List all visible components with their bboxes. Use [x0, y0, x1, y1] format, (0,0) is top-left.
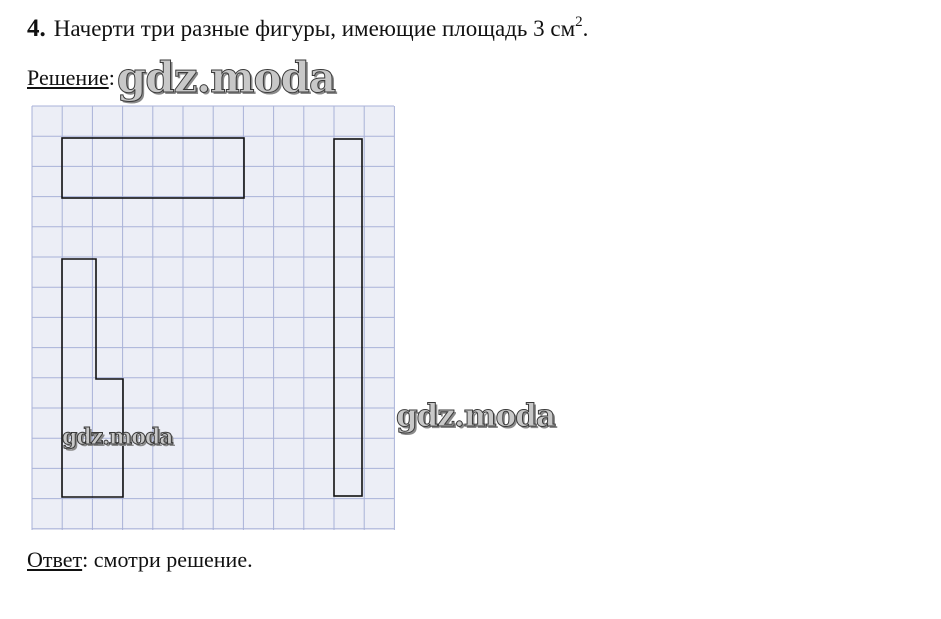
answer-label: Ответ — [27, 547, 83, 572]
watermark-logo-right: gdz.moda — [396, 398, 555, 434]
solution-colon: : — [108, 65, 115, 90]
answer-line — [27, 545, 253, 575]
task-text: Начерти три разные фигуры, имеющие площадь 3 см — [53, 16, 576, 41]
solution-label-text: Решение — [27, 65, 109, 90]
task-end: . — [582, 16, 589, 41]
watermark-logo-top: gdz.moda — [116, 53, 336, 102]
task-number: 4. — [27, 15, 46, 42]
watermark-logo-inner: gdz.moda — [62, 424, 173, 450]
task-exponent: 2 — [575, 14, 583, 30]
answer-text: : смотри решение. — [82, 547, 253, 572]
